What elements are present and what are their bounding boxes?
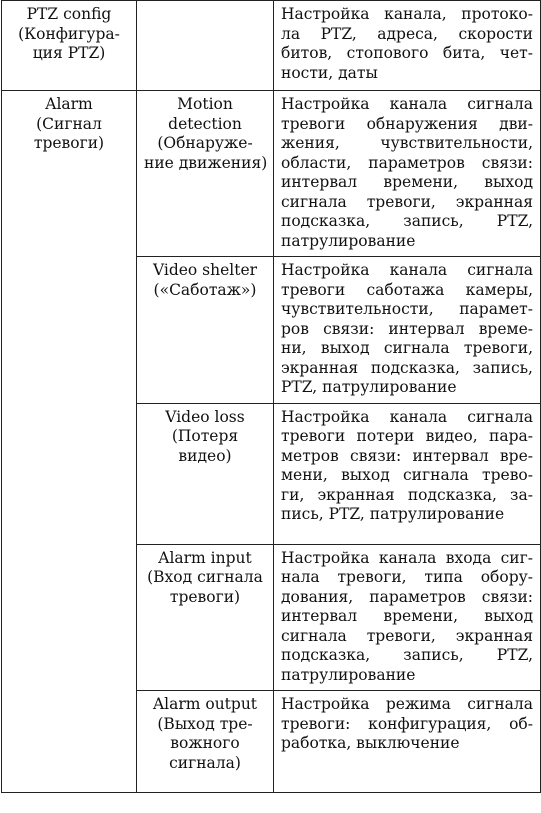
item-cell-motion-detection [137, 91, 274, 257]
table-row-ptz-config [2, 1, 541, 91]
item-label: вожного [170, 734, 240, 752]
description-line: пись, PTZ, патрулирование [281, 505, 505, 523]
item-cell-alarm-output [137, 691, 274, 793]
item-cell-alarm-input [137, 544, 274, 691]
item-label: Video shelter [152, 261, 258, 279]
description-line: тревоги обнаружения дви- [281, 114, 533, 133]
item-label: Alarm input [158, 548, 252, 567]
item-label: (Выход тре- [157, 714, 253, 733]
section-cell-ptz-config [2, 1, 137, 91]
description-line: области, параметров связи: [281, 153, 533, 172]
item-label: («Саботаж») [153, 280, 257, 299]
description-line: ров связи: интервал време- [281, 319, 533, 338]
section-label: (Сигнал [36, 114, 102, 133]
description-line: сигнала тревоги, экранная [281, 626, 533, 645]
section-label: (Конфигура- [18, 24, 120, 43]
description-line: нала тревоги, типа обору- [281, 568, 533, 586]
description-line: битов, стопового бита, чет- [281, 44, 533, 62]
description-cell-video-shelter [274, 257, 541, 404]
description-line: ла PTZ, адреса, скорости [281, 24, 533, 43]
description-line: PTZ, патрулирование [281, 378, 457, 396]
description-line: Настройка канала, протоко- [281, 5, 533, 23]
section-label: тревоги) [33, 134, 105, 152]
section-label: PTZ config [26, 5, 112, 23]
description-line: патрулирование [281, 231, 416, 250]
section-label: ция PTZ) [32, 44, 106, 62]
table-row-motion-detection [2, 91, 541, 257]
item-label: detection [168, 114, 242, 133]
description-line: ности, даты [281, 63, 378, 82]
item-label: сигнала) [169, 753, 241, 772]
description-line: подсказка, запись, PTZ, [281, 212, 533, 230]
item-cell-video-loss [137, 403, 274, 544]
section-cell-alarm [2, 91, 137, 793]
description-cell-motion-detection [274, 91, 541, 257]
item-label: Alarm output [152, 695, 258, 713]
description-cell-alarm-output [274, 691, 541, 793]
description-line: интервал времени, выход [281, 173, 533, 191]
description-line: работка, выключение [281, 734, 460, 752]
description-line: метров связи: интервал вре- [281, 446, 533, 465]
item-label: (Вход сигнала [147, 568, 263, 586]
item-label: (Обнаруже- [157, 134, 253, 152]
description-line: мени, выход сигнала трево- [281, 466, 533, 484]
item-label: Motion [177, 95, 233, 113]
description-line: экранная подсказка, запись, [281, 358, 533, 377]
description-cell-video-loss [274, 403, 541, 544]
item-cell-video-shelter [137, 257, 274, 404]
description-cell-ptz-config [274, 1, 541, 91]
alarm-config-table [1, 0, 541, 793]
item-cell-empty [137, 1, 274, 91]
item-label: ние движения) [144, 153, 268, 172]
description-line: Настройка канала сигнала [281, 407, 533, 426]
description-line: дования, параметров связи: [281, 587, 533, 606]
description-line: Настройка режима сигнала [281, 695, 533, 713]
item-label: Video loss [165, 407, 245, 426]
description-line: жения, чувствительности, [281, 134, 533, 152]
description-line: тревоги: конфигурация, об- [281, 714, 533, 733]
description-line: сигнала тревоги, экранная [281, 192, 533, 211]
description-line: чувствительности, парамет- [281, 300, 533, 318]
section-label: Alarm [45, 95, 93, 113]
description-line: тревоги саботажа камеры, [281, 280, 533, 299]
item-label: (Потеря [171, 427, 239, 445]
description-line: ги, экранная подсказка, за- [281, 485, 533, 504]
item-label: видео) [178, 446, 232, 465]
description-line: подсказка, запись, PTZ, [281, 646, 533, 664]
description-line: патрулирование [281, 665, 416, 684]
description-line: интервал времени, выход [281, 607, 533, 625]
description-line: Настройка канала сигнала [281, 95, 533, 113]
description-line: ни, выход сигнала тревоги, [281, 339, 533, 357]
description-cell-alarm-input [274, 544, 541, 691]
description-line: Настройка канала сигнала [281, 261, 533, 279]
description-line: тревоги потери видео, пара- [281, 427, 533, 445]
item-label: тревоги) [169, 587, 241, 606]
description-line: Настройка канала входа сиг- [281, 548, 533, 567]
